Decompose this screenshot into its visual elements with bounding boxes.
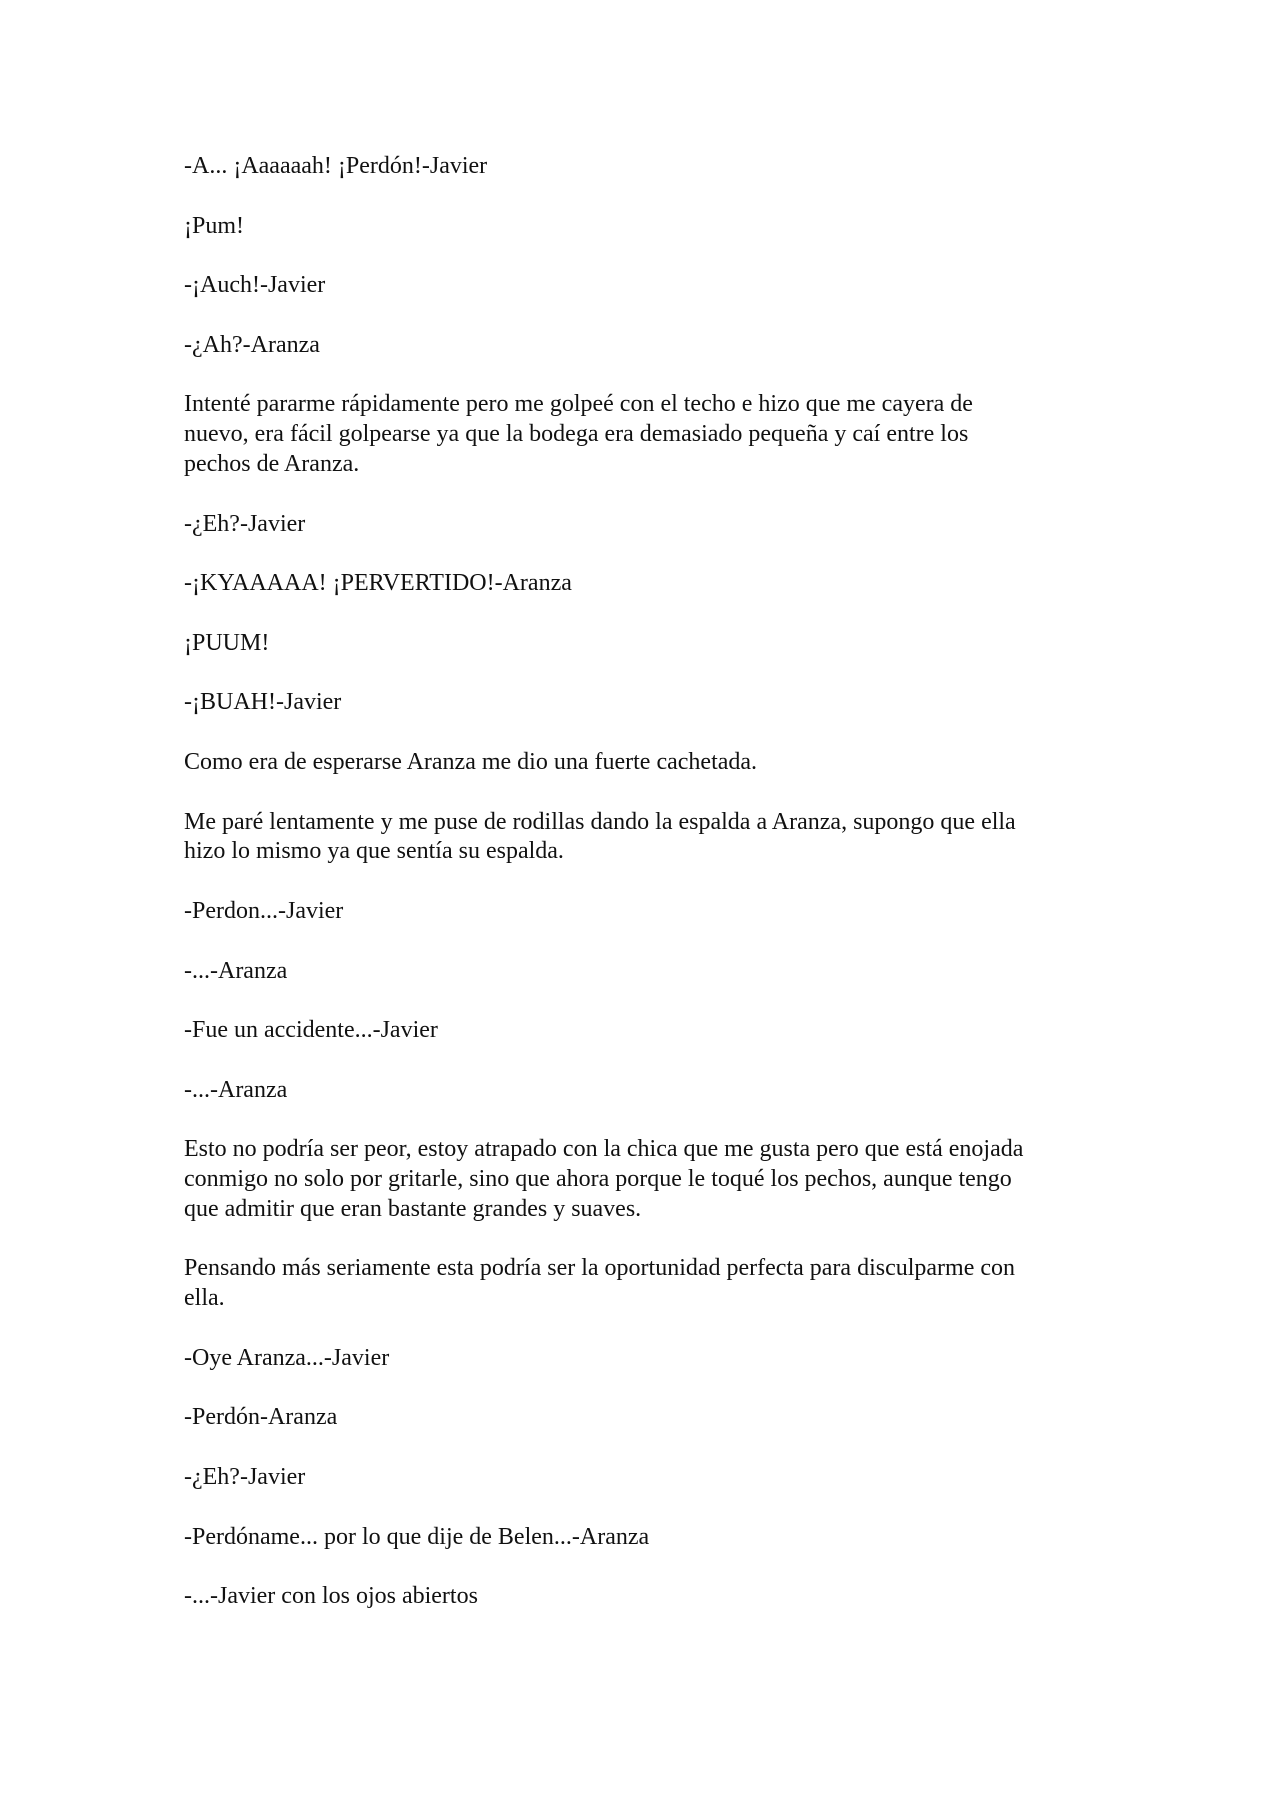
paragraph [184, 331, 1023, 361]
paragraph [184, 1076, 1023, 1106]
paragraph [184, 688, 1023, 718]
paragraph [184, 569, 1023, 599]
text-line: Pensando más seriamente esta podría ser la oportunidad perfecta para disculparme con [184, 1255, 1016, 1282]
text-line: -¡KYAAAAA! ¡PERVERTIDO!-Aranza [184, 570, 572, 597]
paragraph [184, 1135, 1023, 1224]
text-line: -¿Eh?-Javier [184, 1464, 306, 1491]
paragraph [184, 1016, 1023, 1046]
text-line: Me paré lentamente y me puse de rodillas dando la espalda a Aranza, supongo que ella [184, 808, 1016, 835]
text-line: -...-Aranza [184, 957, 288, 984]
paragraph [184, 1582, 1023, 1612]
text-line: -¡BUAH!-Javier [184, 689, 342, 716]
text-line: -Perdón-Aranza [184, 1404, 338, 1431]
paragraph [184, 1403, 1023, 1433]
text-line: nuevo, era fácil golpearse ya que la bodega era demasiado pequeña y caí entre los [184, 421, 969, 448]
text-line: que admitir que eran bastante grandes y suaves. [184, 1195, 642, 1222]
paragraph [184, 271, 1023, 301]
paragraph [184, 748, 1023, 778]
text-line: -...-Aranza [184, 1076, 288, 1103]
paragraph [184, 1463, 1023, 1493]
text-line: -¿Ah?-Aranza [184, 331, 320, 358]
paragraph [184, 629, 1023, 659]
document-page [184, 152, 1023, 1642]
paragraph [184, 1254, 1023, 1314]
text-line: pechos de Aranza. [184, 450, 360, 477]
paragraph [184, 510, 1023, 540]
text-line: Como era de esperarse Aranza me dio una fuerte cachetada. [184, 748, 758, 775]
text-line: -Fue un accidente...-Javier [184, 1017, 438, 1044]
text-line: -Perdon...-Javier [184, 897, 344, 924]
text-line: ella. [184, 1285, 225, 1312]
text-line: Esto no podría ser peor, estoy atrapado con la chica que me gusta pero que está enojada [184, 1136, 1024, 1163]
text-line: conmigo no solo por gritarle, sino que ahora porque le toqué los pechos, aunque tengo [184, 1166, 1012, 1193]
paragraph [184, 212, 1023, 242]
paragraph [184, 897, 1023, 927]
text-line: -...-Javier con los ojos abiertos [184, 1583, 478, 1610]
paragraph [184, 957, 1023, 987]
paragraph [184, 152, 1023, 182]
text-line: Intenté pararme rápidamente pero me golpeé con el techo e hizo que me cayera de [184, 391, 973, 418]
text-line: hizo lo mismo ya que sentía su espalda. [184, 838, 564, 865]
paragraph [184, 390, 1023, 479]
text-line: ¡Pum! [184, 212, 244, 239]
text-line: -Perdóname... por lo que dije de Belen...-Aranza [184, 1523, 650, 1550]
paragraph [184, 1523, 1023, 1553]
text-line: -A... ¡Aaaaaah! ¡Perdón!-Javier [184, 153, 488, 179]
paragraph [184, 808, 1023, 868]
text-line: -¿Eh?-Javier [184, 510, 306, 537]
text-line: -Oye Aranza...-Javier [184, 1344, 390, 1371]
paragraph [184, 1344, 1023, 1374]
text-line: ¡PUUM! [184, 629, 270, 656]
text-line: -¡Auch!-Javier [184, 272, 326, 299]
